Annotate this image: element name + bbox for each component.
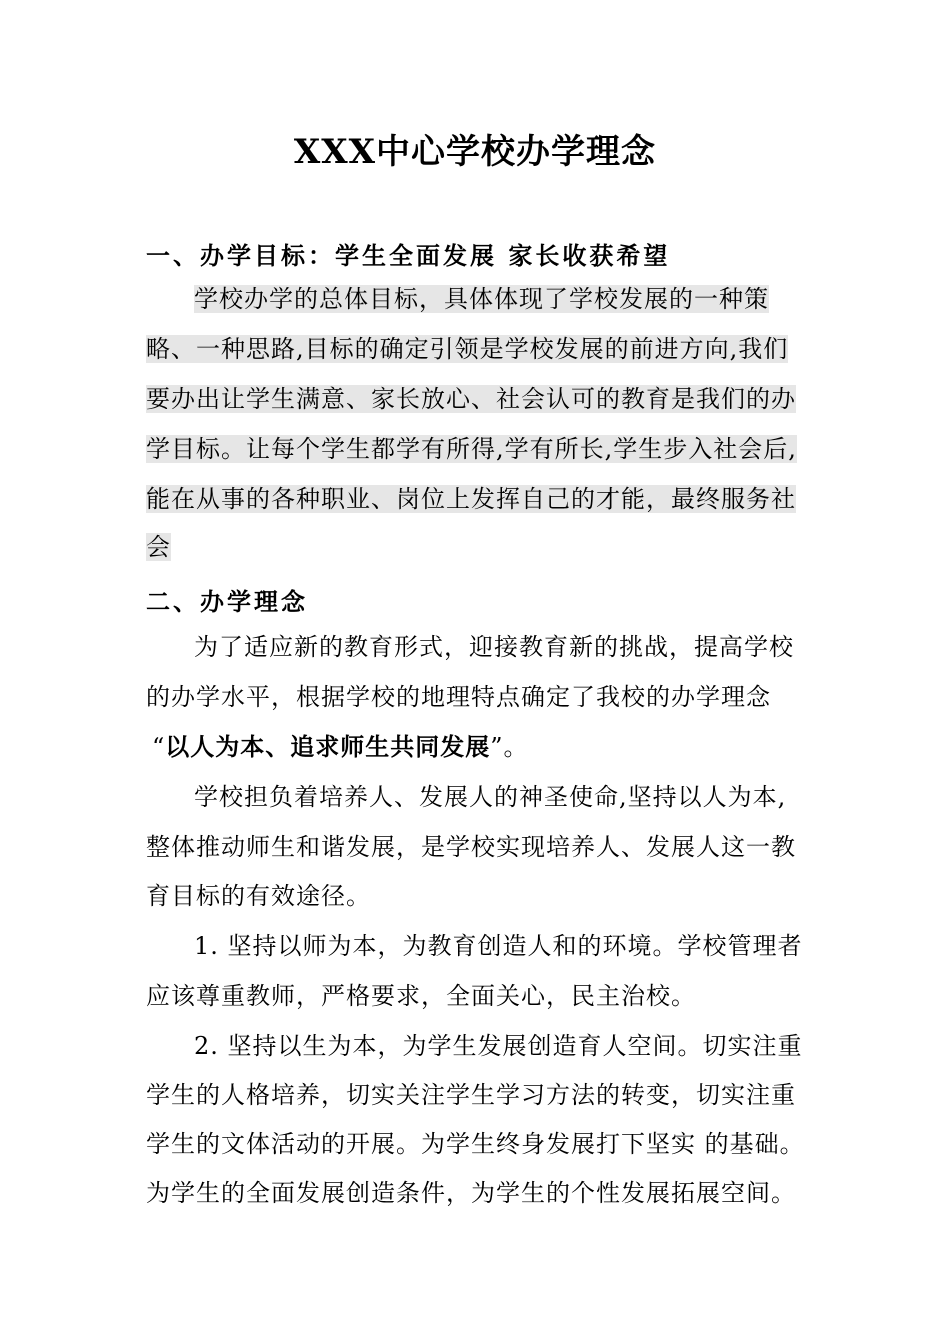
section1-line-text: 学目标。让每个学生都学有所得,学有所长,学生步入社会后, [146, 435, 797, 463]
section1-line-text: 要办出让学生满意、家长放心、社会认可的教育是我们的办 [146, 385, 796, 413]
section1-line-5 [146, 479, 808, 519]
item1-line-1: 1. 坚持以师为本，为教育创造人和的环境。学校管理者 [194, 932, 803, 960]
section1-line-text: 能在从事的各种职业、岗位上发挥自己的才能，最终服务社 [146, 485, 796, 513]
motto-text: 以人为本、追求师生共同发展 [165, 732, 491, 761]
item2-line-3: 学生的文体活动的开展。为学生终身发展打下坚实 的基础。 [146, 1130, 805, 1158]
section2-para1-line-2: 的办学水平，根据学校的地理特点确定了我校的办学理念 [146, 683, 771, 711]
section1-heading: 一、办学目标：学生全面发展 家长收获希望 [146, 241, 671, 270]
item2-line-4: 为学生的全面发展创造条件，为学生的个性发展拓展空间。 [146, 1179, 796, 1207]
section1-line-2 [146, 329, 808, 369]
section2-para2-line-2: 整体推动师生和谐发展，是学校实现培养人、发展人这一教 [146, 833, 796, 861]
section1-line-3 [146, 379, 808, 419]
section1-line-text: 略、一种思路,目标的确定引领是学校发展的前进方向,我们 [146, 335, 789, 363]
section1-line-text: 会 [146, 533, 171, 561]
item2-line-2: 学生的人格培养，切实关注学生学习方法的转变，切实注重 [146, 1081, 796, 1109]
document-title: XXX中心学校办学理念 [293, 132, 657, 172]
motto-open-quote: “ [152, 733, 166, 761]
motto-close-quote: ”。 [490, 733, 529, 761]
section1-line-6 [146, 527, 808, 567]
item2-line-1: 2. 坚持以生为本，为学生发展创造育人空间。切实注重 [194, 1032, 803, 1060]
section2-heading: 二、办学理念 [146, 587, 308, 616]
section2-para2-line-1: 学校担负着培养人、发展人的神圣使命,坚持以人为本, [194, 783, 787, 811]
item1-line-2: 应该尊重教师，严格要求，全面关心，民主治校。 [146, 982, 696, 1010]
section1-line-text: 学校办学的总体目标，具体体现了学校发展的一种策 [194, 285, 769, 313]
motto-line [152, 727, 814, 767]
section2-para2-line-3: 育目标的有效途径。 [146, 882, 371, 910]
section1-line-4 [146, 429, 808, 469]
section1-line-1 [146, 279, 808, 319]
section2-para1-line-1: 为了适应新的教育形式，迎接教育新的挑战，提高学校 [194, 633, 794, 661]
